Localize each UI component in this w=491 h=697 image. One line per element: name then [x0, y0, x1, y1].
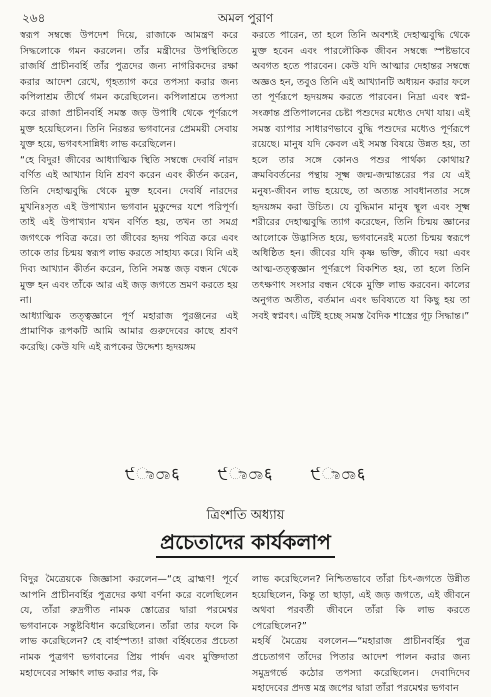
paragraph: “হে বিদুর! জীবের আধ্যাত্মিক স্থিতি সম্বন্ধে দেবর্ষি নারদ বর্ণিত এই আখ্যান যিনি শ্রবণ করেন এবং কীর্তন করেন, তিনি দেহাত্মবুদ্ধি থেকে মুক্ত হবেন। দেবর্ষি নারদের মুখনিঃসৃত এই উপাখ্যান ভগবান মুকুন্দের যশে পরিপূর্ণ। তাই এই উপাখ্যান যখন বর্ণিত হয়, তখন তা সমগ্র জগৎকে পবিত্র করে। তা জীবের হৃদয় পবিত্র করে এবং তাকে তার চিন্ময় স্বরূপ লাভ করতে সাহায্য করে। যিনি এই দিব্য আখ্যান কীর্তন করেন, তিনি সমস্ত জড় বন্ধন থেকে মুক্ত হন এবং তাঁকে আর এই জড় জগতে ভ্রমণ করতে হয় না। — [20, 154, 238, 307]
running-title: অমল পুরাণ — [217, 11, 274, 25]
paragraph: মহর্ষি মৈত্রেয় বললেন—“মহারাজ প্রাচীনবর্হির পুত্র প্রচেতাগণ তাঁদের পিতার আদেশ পালন করার জন্য সমুদ্রগর্ভে কঠোর তপস্যা করেছিলেন। দেবাদিদেব মহাদেবের প্রদত্ত মন্ত্র জপের দ্বারা তাঁরা পরমেশ্বর ভগবান — [252, 636, 470, 695]
flourish-ornament-icon: ੯ಾ೦ಾ६ — [217, 464, 274, 483]
ornament-divider — [0, 462, 491, 484]
bottom-left-column — [20, 572, 238, 680]
bottom-right-column — [252, 572, 470, 695]
paragraph: বিদুর মৈত্রেয়কে জিজ্ঞাসা করলেন—“হে ব্রাহ্মণ! পূর্বে আপনি প্রাচীনবর্হির পুত্রদের কথা বর্ণনা করে বলেছিলেন যে, তাঁরা রুদ্রগীত নামক স্তোত্রের দ্বারা পরমেশ্বর ভগবানকে সন্তুষ্টবিধান করেছিলেন। তাঁরা তার ফলে কি লাভ করেছিলেন? হে বার্হস্পত্য! রাজা বর্হিষতের প্রচেতা নামক পুত্রগণ ভগবানের প্রিয় পার্ষদ এবং মুক্তিদাতা মহাদেবের সাক্ষাৎ লাভ করার পর, কি — [20, 574, 238, 679]
flourish-ornament-icon: ੯ಾ೦ಾ६ — [310, 464, 367, 483]
chapter-label: ত্রিংশতি অধ্যায় — [206, 508, 285, 523]
paragraph: স্বরূপ সম্বন্ধে উপদেশ দিয়ে, রাজাকে আমন্ত্রণ করে সিদ্ধলোকে গমন করলেন। তাঁর মন্ত্রীদের উপস্থিতিতে রাজর্ষি প্রাচীনবর্হি তাঁর পুত্রদের জন্য নাগরিকদের রক্ষা করার আদেশ রেখে, গৃহত্যাগ করে তপস্যা করার জন্য কপিলাশ্রম তীর্থে গমন করেছিলেন। কপিলাশ্রমে তপস্যা করে রাজা প্রাচীনবর্হি সমস্ত জড় উপাধি থেকে পূর্ণরূপে মুক্ত হয়েছিলেন। তিনি নিরন্তর ভগবানের প্রেমময়ী সেবায় যুক্ত হয়ে, ভগবৎসান্নিধ্য লাভ করেছিলেন। — [20, 30, 238, 151]
paragraph: করতে পারেন, তা হলে তিনি অবশ্যই দেহাত্মবুদ্ধি থেকে মুক্ত হবেন এবং পারলৌকিক জীবন সম্বন্ধে স্পষ্টভাবে অবগত হতে পারবেন। কেউ যদি আত্মার দেহান্তর সম্বন্ধে অজ্ঞও হন, তবুও তিনি এই আখ্যানটি অধ্যয়ন করার ফলে তা পূর্ণরূপে হৃদয়ঙ্গম করতে পারবেন। নিদ্রা এবং স্বপ্ন-সংক্রান্ত প্রতিপালনের চেষ্টা পশুদের মধ্যেও দেখা যায়। এই সমস্ত ব্যাপার সাধারণভাবে বুদ্ধি পশুদের মধ্যেও পূর্ণরূপে রয়েছে। মানুষ যদি কেবল এই সমস্ত বিষয়ে উন্নত হয়, তা হলে তার সঙ্গে কোনও পশুর পার্থক্য কোথায়? ক্রমবিবর্তনের পন্থায় সূক্ষ্ম জন্ম-জন্মান্তরের পর যে এই মনুষ্য-জীবন লাভ হয়েছে, তা অত্যন্ত সাবধানতার সঙ্গে হৃদয়ঙ্গম করা উচিত। যে বুদ্ধিমান মানুষ স্থূল এবং সূক্ষ্ম শরীরের দেহাত্মবুদ্ধি ত্যাগ করেছেন, তিনি চিন্ময় জ্ঞানের আলোকে উদ্ভাসিত হয়ে, ভগবানেরই মতো চিন্ময় স্বরূপে অধিষ্ঠিত হন। জীবের যদি কৃষ্ণ ভক্তি, জীবে দয়া এবং আত্ম-তত্ত্বজ্ঞান পূর্ণরূপে বিকশিত হয়, তা হলে তিনি তৎক্ষণাৎ সংসার বন্ধন থেকে মুক্তি লাভ করবেন। কালের অনুগত অতীত, বর্তমান এবং ভবিষ্যতে যা কিছু হয় তা সবই স্বপ্নবৎ। এটিই হচ্ছে সমস্ত বৈদিক শাস্ত্রের গূঢ় সিদ্ধান্ত।” — [252, 30, 470, 322]
paragraph: আধ্যাত্মিক তত্ত্বজ্ঞানে পূর্ণ মহারাজ পুরঞ্জনের এই প্রামাণিক রূপকটি আমি আমার গুরুদেবের কাছে শ্রবণ করেছি। কেউ যদি এই রূপকের উদ্দেশ্য হৃদয়ঙ্গম — [20, 310, 238, 353]
chapter-title-text: প্রচেতাদের কার্যকলাপ — [156, 530, 335, 558]
top-right-column — [252, 28, 470, 398]
chapter-title — [0, 528, 491, 561]
page-number: ২৬৪ — [22, 11, 46, 25]
top-left-column — [20, 28, 238, 458]
paragraph: লাভ করেছিলেন? নিশ্চিতভাবে তাঁরা চিৎ-জগতে উন্নীত হয়েছিলেন, কিন্তু তা ছাড়া, এই জড় জগতে, এই জীবনে অথবা পরবর্তী জীবনে তাঁরা কি লাভ করতে পেরেছিলেন?” — [252, 574, 470, 632]
flourish-ornament-icon: ੯ಾ೦ಾ६ — [124, 464, 181, 483]
